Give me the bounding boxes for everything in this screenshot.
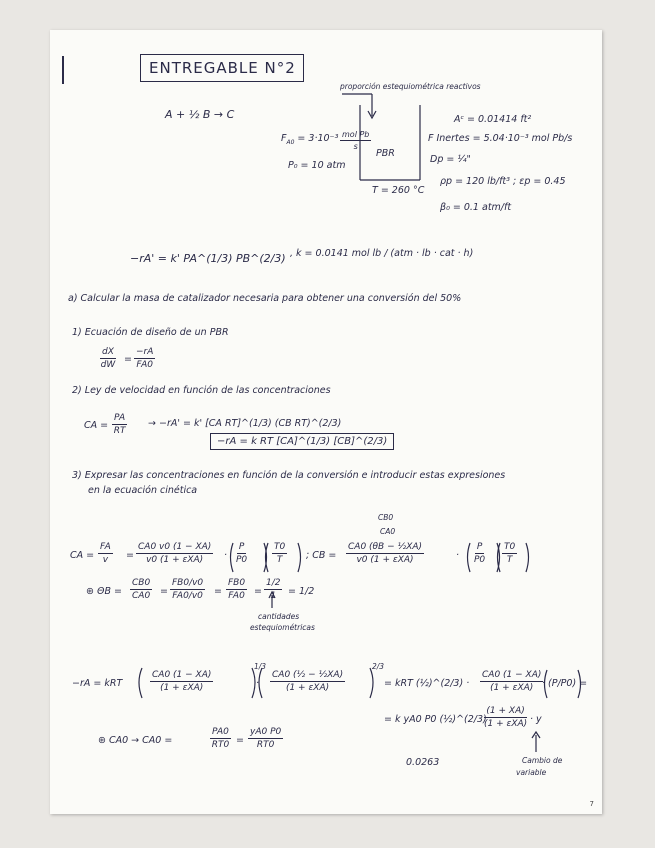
- ca-fa-over-v: $\frac{FA}{v}$: [100, 542, 111, 565]
- cb-conversion-frac: CA0 (θB − ½XA) v0 (1 + εXA): [348, 542, 423, 565]
- value-note: 0.0263: [406, 757, 440, 768]
- step3-heading-cont: en la ecuación cinética: [88, 485, 198, 496]
- cb-pressure-ratio: $\frac{P}{P0}$: [474, 542, 486, 565]
- arrow-note-1: Cambio de: [522, 756, 563, 765]
- cb0-annotation: CB0: [378, 513, 394, 522]
- fa0-label: $F_{A0} = 3\cdot 10^{-3}$: [281, 133, 339, 146]
- final-rhs-1-frac: CA0 (1 − XA) (1 + εXA): [482, 670, 542, 693]
- final-rhs-2-y: · y: [530, 714, 542, 725]
- theta-note-1: cantidades: [258, 612, 300, 621]
- ca0-annotation: CA0: [380, 527, 396, 536]
- ac-value: Aᶜ = 0.01414 ft²: [454, 114, 532, 125]
- cb-temperature-ratio: $\frac{T0}{T}$: [504, 542, 516, 565]
- theta-frac-2: $\frac{FB0/v0}{FA0/v0}$: [172, 578, 204, 601]
- step2-ca-label: CA =: [84, 420, 109, 431]
- ca-conversion-frac: CA0 v0 (1 − XA) v0 (1 + εXA): [138, 542, 212, 565]
- page-mark: 7: [589, 800, 594, 808]
- theta-note-2: estequiométricas: [250, 623, 315, 632]
- theta-frac-4: $\frac{1/2}{1}$: [266, 578, 281, 601]
- step1-heading: 1) Ecuación de diseño de un PBR: [72, 327, 229, 338]
- equals-sign-4: =: [214, 586, 222, 597]
- beta0-value: β₀ = 0.1 atm/ft: [440, 202, 512, 213]
- ca-pressure-ratio: $\frac{P}{P0}$: [236, 542, 248, 565]
- theta-frac-3: $\frac{FB0}{FA0}$: [228, 578, 246, 601]
- ca-temperature-ratio: $\frac{T0}{T}$: [274, 542, 286, 565]
- feed-note: proporción estequiométrica reactivos: [340, 82, 481, 91]
- equals-sign-6: =: [236, 735, 244, 746]
- reaction-equation: A + ½ B → C: [165, 108, 235, 121]
- step1-lhs: $\frac{dX}{dW}$: [100, 347, 116, 370]
- rho-p-value: ρp = 120 lb/ft³ ; εp = 0.45: [440, 176, 566, 187]
- p0-value: P₀ = 10 atm: [288, 160, 346, 171]
- reactor-label: PBR: [376, 148, 395, 159]
- ca0-frac-2: $\frac{yA0 P0}{RT0}$: [250, 727, 282, 750]
- ca-lhs: CA =: [70, 550, 95, 561]
- step3-heading: 3) Expresar las concentraciones en función de la conversión e introducir estas expresiones: [72, 470, 506, 481]
- equals-sign: =: [124, 354, 132, 365]
- cb-lhs: ; CB =: [306, 550, 337, 561]
- step2-boxed-result: −rA = k RT [CA]^(1/3) [CB]^(2/3): [210, 433, 394, 450]
- notebook-page: [50, 30, 602, 814]
- equals-sign-3: =: [160, 586, 168, 597]
- final-exp-1: 1/3: [254, 662, 267, 671]
- step2-expression: → −rA' = k' [CA RT]^(1/3) (CB RT)^(2/3): [148, 418, 342, 429]
- rate-law-expression: −rA' = k' PA^(1/3) PB^(2/3): [130, 252, 286, 265]
- arrow-note-2: variable: [516, 768, 547, 777]
- final-rhs-1-p: · (P/P0) =: [542, 678, 588, 689]
- step1-rhs: $\frac{-rA}{FA0}$: [136, 347, 154, 370]
- dot-operator-2: ·: [456, 550, 460, 561]
- ca0-label: ⊛ CA0 → CA0 =: [98, 735, 173, 746]
- final-bracket-1: CA0 (1 − XA) (1 + εXA): [152, 670, 212, 693]
- final-bracket-2: CA0 (½ − ½XA) (1 + εXA): [272, 670, 344, 693]
- dp-value: Dp = ¼": [430, 154, 471, 165]
- ca0-frac-1: $\frac{PA0}{RT0}$: [211, 727, 230, 750]
- step2-ca-frac: $\frac{PA}{RT}$: [113, 413, 126, 436]
- rate-constant: , k = 0.0141 mol lb / (atm · lb · cat · h): [290, 248, 474, 259]
- final-rhs-2: = k yA0 P0 (½)^(2/3): [384, 714, 487, 725]
- final-lhs: −rA = kRT: [72, 678, 123, 689]
- page-title: ENTREGABLE N°2: [149, 59, 296, 77]
- theta-frac-1: $\frac{CB0}{CA0}$: [132, 578, 151, 601]
- final-exp-2: 2/3: [372, 662, 385, 671]
- fa0-units: mol Pb s: [342, 130, 370, 151]
- final-rhs-2-frac: (1 + XA) (1 + εXA): [484, 706, 528, 729]
- step2-heading: 2) Ley de velocidad en función de las concentraciones: [72, 385, 331, 396]
- final-rhs-1: = kRT (½)^(2/3) ·: [384, 678, 470, 689]
- theta-b-label: ⊛ ΘB =: [86, 586, 122, 597]
- dot-operator-3: ·: [256, 678, 260, 689]
- theta-b-result: = 1/2: [288, 586, 315, 597]
- equals-sign-5: =: [254, 586, 262, 597]
- f-inertes-value: F Inertes = 5.04·10⁻³ mol Pb/s: [428, 133, 573, 144]
- temperature-value: T = 260 °C: [372, 185, 425, 196]
- dot-operator: ·: [224, 550, 228, 561]
- part-a-statement: a) Calcular la masa de catalizador necesaria para obtener una conversión del 50%: [68, 293, 462, 304]
- equals-sign-2: =: [126, 550, 134, 561]
